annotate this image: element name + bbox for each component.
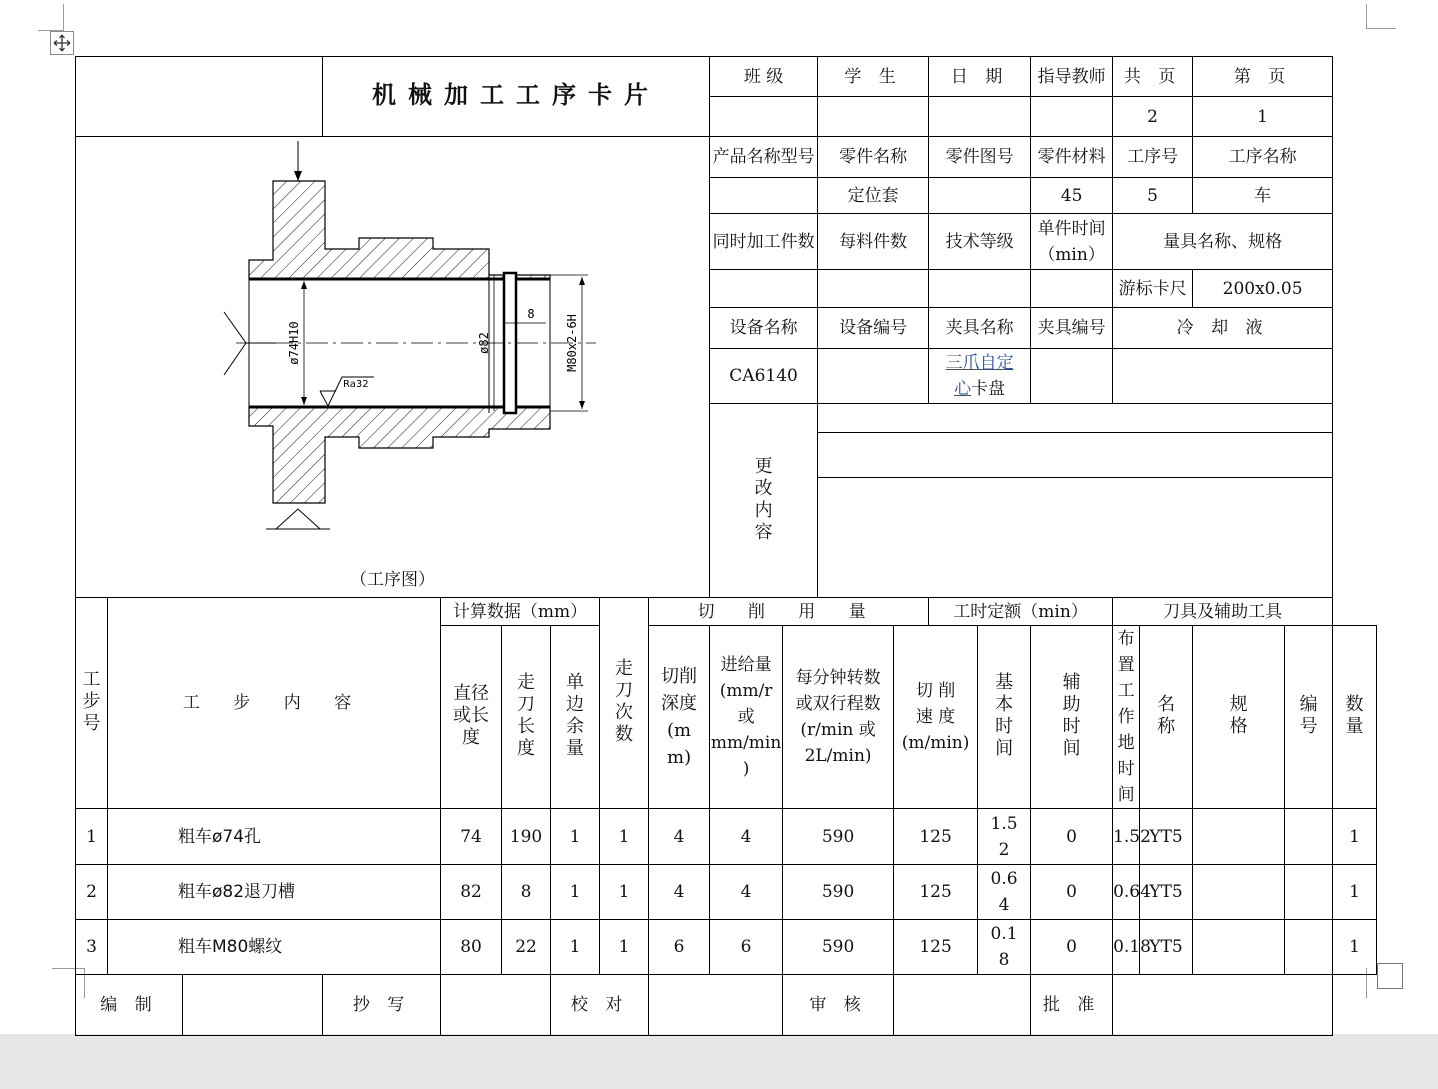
gauge-label: 量具名称、规格 xyxy=(1113,214,1333,270)
equip-no-value[interactable] xyxy=(818,349,929,404)
gauge-name[interactable]: 游标卡尺 xyxy=(1113,270,1193,308)
step-no: 2 xyxy=(76,865,108,920)
step-tool-spec[interactable] xyxy=(1193,865,1285,920)
step-tool-spec[interactable] xyxy=(1193,920,1285,975)
approve-value[interactable] xyxy=(1113,975,1333,1036)
step-passes[interactable]: 1 xyxy=(600,865,649,920)
crop-mark-tl xyxy=(63,4,64,30)
process-name-label: 工序名称 xyxy=(1193,137,1333,178)
step-qty[interactable]: 1 xyxy=(1333,809,1377,865)
step-qty[interactable]: 1 xyxy=(1333,920,1377,975)
total-pages-value[interactable]: 2 xyxy=(1113,97,1193,137)
basic-time-header: 基本时间 xyxy=(978,626,1031,809)
simul-label: 同时加工件数 xyxy=(710,214,818,270)
check-label: 校 对 xyxy=(551,975,649,1036)
review-value[interactable] xyxy=(894,975,1031,1036)
tool-qty-header: 数量 xyxy=(1333,626,1377,809)
change-label: 更改内容 xyxy=(710,404,818,598)
equip-name-label: 设备名称 xyxy=(710,308,818,349)
step-speed[interactable]: 125 xyxy=(894,865,978,920)
step-basic-time[interactable]: 1.5 2 xyxy=(978,809,1031,865)
part-name-label: 零件名称 xyxy=(818,137,929,178)
student-value[interactable] xyxy=(818,97,929,137)
step-speed[interactable]: 125 xyxy=(894,920,978,975)
unit-time-label: 单件时间 （min） xyxy=(1031,214,1113,270)
allowance-header: 单边余量 xyxy=(551,626,600,809)
step-aux-time[interactable]: 0 xyxy=(1031,865,1113,920)
product-label: 产品名称型号 xyxy=(710,137,818,178)
equip-no-label: 设备编号 xyxy=(818,308,929,349)
step-basic-time[interactable]: 0.1 8 xyxy=(978,920,1031,975)
step-allowance[interactable]: 1 xyxy=(551,809,600,865)
copy-label: 抄 写 xyxy=(323,975,441,1036)
step-content[interactable]: 粗车ø82退刀槽 xyxy=(108,865,441,920)
fixture-name-label: 夹具名称 xyxy=(929,308,1031,349)
card-title: 机械加工工序卡片 xyxy=(323,57,710,137)
step-no-header: 工步号 xyxy=(76,598,108,809)
groove-width-label: 8 xyxy=(527,307,535,321)
diameter-header: 直径或长度 xyxy=(441,626,502,809)
step-content[interactable]: 粗车ø74孔 xyxy=(108,809,441,865)
step-tool-no[interactable] xyxy=(1285,920,1333,975)
step-length[interactable]: 8 xyxy=(502,865,551,920)
step-setup-time[interactable]: 0.64 xyxy=(1113,865,1140,920)
page-no-value[interactable]: 1 xyxy=(1193,97,1333,137)
tools-header: 刀具及辅助工具 xyxy=(1113,598,1333,626)
roughness-label: Ra32 xyxy=(343,379,369,390)
process-no-value[interactable]: 5 xyxy=(1113,178,1193,214)
step-dia[interactable]: 80 xyxy=(441,920,502,975)
step-content[interactable]: 粗车M80螺纹 xyxy=(108,920,441,975)
process-no-label: 工序号 xyxy=(1113,137,1193,178)
crop-mark-tr xyxy=(1366,4,1367,28)
product-value[interactable] xyxy=(710,178,818,214)
page-end-marker xyxy=(1377,963,1403,989)
step-feed[interactable]: 6 xyxy=(710,920,783,975)
process-name-value[interactable]: 车 xyxy=(1193,178,1333,214)
step-passes[interactable]: 1 xyxy=(600,920,649,975)
setup-time-header: 布置工 作地时 间 xyxy=(1113,626,1140,809)
material-label: 零件材料 xyxy=(1031,137,1113,178)
table-move-handle-icon[interactable] xyxy=(50,31,74,55)
step-basic-time[interactable]: 0.6 4 xyxy=(978,865,1031,920)
step-qty[interactable]: 1 xyxy=(1333,865,1377,920)
fixture-name-value[interactable]: 三爪自定 心卡盘 xyxy=(929,349,1031,404)
travel-length-header: 走刀长度 xyxy=(502,626,551,809)
tech-grade-value[interactable] xyxy=(929,270,1031,308)
step-tool-no[interactable] xyxy=(1285,809,1333,865)
simul-value[interactable] xyxy=(710,270,818,308)
step-allowance[interactable]: 1 xyxy=(551,920,600,975)
passes-header: 走刀次数 xyxy=(600,598,649,809)
step-setup-time[interactable]: 0.18 xyxy=(1113,920,1140,975)
title-left-blank xyxy=(76,57,323,137)
table-row xyxy=(76,865,1377,920)
tool-no-header: 编号 xyxy=(1285,626,1333,809)
process-figure xyxy=(76,137,710,598)
copy-value[interactable] xyxy=(441,975,551,1036)
step-speed[interactable]: 125 xyxy=(894,809,978,865)
step-content-header: 工 步 内 容 xyxy=(108,598,441,809)
class-value[interactable] xyxy=(710,97,818,137)
step-rpm[interactable]: 590 xyxy=(783,809,894,865)
step-tool[interactable]: YT5 xyxy=(1140,809,1193,865)
step-aux-time[interactable]: 0 xyxy=(1031,920,1113,975)
per-blank-label: 每料件数 xyxy=(818,214,929,270)
check-value[interactable] xyxy=(649,975,783,1036)
part-drawing-value[interactable] xyxy=(929,178,1031,214)
part-drawing-label: 零件图号 xyxy=(929,137,1031,178)
groove-dia-label: ø82 xyxy=(477,332,491,354)
bore-dim-label: ø74H10 xyxy=(287,321,301,365)
step-dia[interactable]: 82 xyxy=(441,865,502,920)
step-dia[interactable]: 74 xyxy=(441,809,502,865)
table-row xyxy=(76,920,1377,975)
step-allowance[interactable]: 1 xyxy=(551,865,600,920)
fixture-no-label: 夹具编号 xyxy=(1031,308,1113,349)
step-tool-spec[interactable] xyxy=(1193,809,1285,865)
step-length[interactable]: 22 xyxy=(502,920,551,975)
step-rpm[interactable]: 590 xyxy=(783,865,894,920)
instructor-value[interactable] xyxy=(1031,97,1113,137)
total-pages-label: 共 页 xyxy=(1113,57,1193,97)
process-drawing xyxy=(76,137,721,597)
coolant-label: 冷 却 液 xyxy=(1113,308,1333,349)
step-depth[interactable]: 4 xyxy=(649,809,710,865)
student-label: 学 生 xyxy=(818,57,929,97)
part-name-value[interactable]: 定位套 xyxy=(818,178,929,214)
step-tool-no[interactable] xyxy=(1285,865,1333,920)
review-label: 审 核 xyxy=(783,975,894,1036)
compile-value[interactable] xyxy=(183,975,323,1036)
date-label: 日 期 xyxy=(929,57,1031,97)
instructor-label: 指导教师 xyxy=(1031,57,1113,97)
figure-caption: （工序图） xyxy=(350,570,436,590)
feed-header: 进给量 (mm/r 或 mm/min ) xyxy=(710,626,783,809)
step-tool[interactable]: YT5 xyxy=(1140,920,1193,975)
per-blank-value[interactable] xyxy=(818,270,929,308)
step-setup-time[interactable]: 1.52 xyxy=(1113,809,1140,865)
step-no: 1 xyxy=(76,809,108,865)
step-depth[interactable]: 4 xyxy=(649,865,710,920)
step-feed[interactable]: 4 xyxy=(710,865,783,920)
thread-label: M80x2-6H xyxy=(565,314,579,372)
class-label: 班 级 xyxy=(710,57,818,97)
rpm-header: 每分钟转数 或双行程数 (r/min 或 2L/min) xyxy=(783,626,894,809)
equip-name-value[interactable]: CA6140 xyxy=(710,349,818,404)
calc-data-header: 计算数据（mm） xyxy=(441,598,600,626)
step-feed[interactable]: 4 xyxy=(710,809,783,865)
step-rpm[interactable]: 590 xyxy=(783,920,894,975)
time-quota-header: 工时定额（min） xyxy=(929,598,1113,626)
tool-name-header: 名称 xyxy=(1140,626,1193,809)
unit-time-value[interactable] xyxy=(1031,270,1113,308)
table-row xyxy=(76,809,1377,865)
step-length[interactable]: 190 xyxy=(502,809,551,865)
velocity-header: 切 削 速 度 (m/min) xyxy=(894,626,978,809)
crop-mark-tr-h xyxy=(1366,28,1396,29)
step-no: 3 xyxy=(76,920,108,975)
tool-spec-header: 规格 xyxy=(1193,626,1285,809)
step-passes[interactable]: 1 xyxy=(600,809,649,865)
date-value[interactable] xyxy=(929,97,1031,137)
fixture-no-value[interactable] xyxy=(1031,349,1113,404)
change-content[interactable] xyxy=(818,404,1333,598)
depth-header: 切削深度(mm) xyxy=(649,626,710,809)
page-no-label: 第 页 xyxy=(1193,57,1333,97)
aux-time-header: 辅助时间 xyxy=(1031,626,1113,809)
step-tool[interactable]: YT5 xyxy=(1140,865,1193,920)
process-card-table xyxy=(75,56,1377,1036)
gauge-spec[interactable]: 200x0.05 xyxy=(1193,270,1333,308)
material-value[interactable]: 45 xyxy=(1031,178,1113,214)
cutting-header: 切 削 用 量 xyxy=(649,598,929,626)
step-depth[interactable]: 6 xyxy=(649,920,710,975)
step-aux-time[interactable]: 0 xyxy=(1031,809,1113,865)
approve-label: 批 准 xyxy=(1031,975,1113,1036)
compile-label: 编 制 xyxy=(76,975,183,1036)
tech-grade-label: 技术等级 xyxy=(929,214,1031,270)
coolant-value[interactable] xyxy=(1113,349,1333,404)
